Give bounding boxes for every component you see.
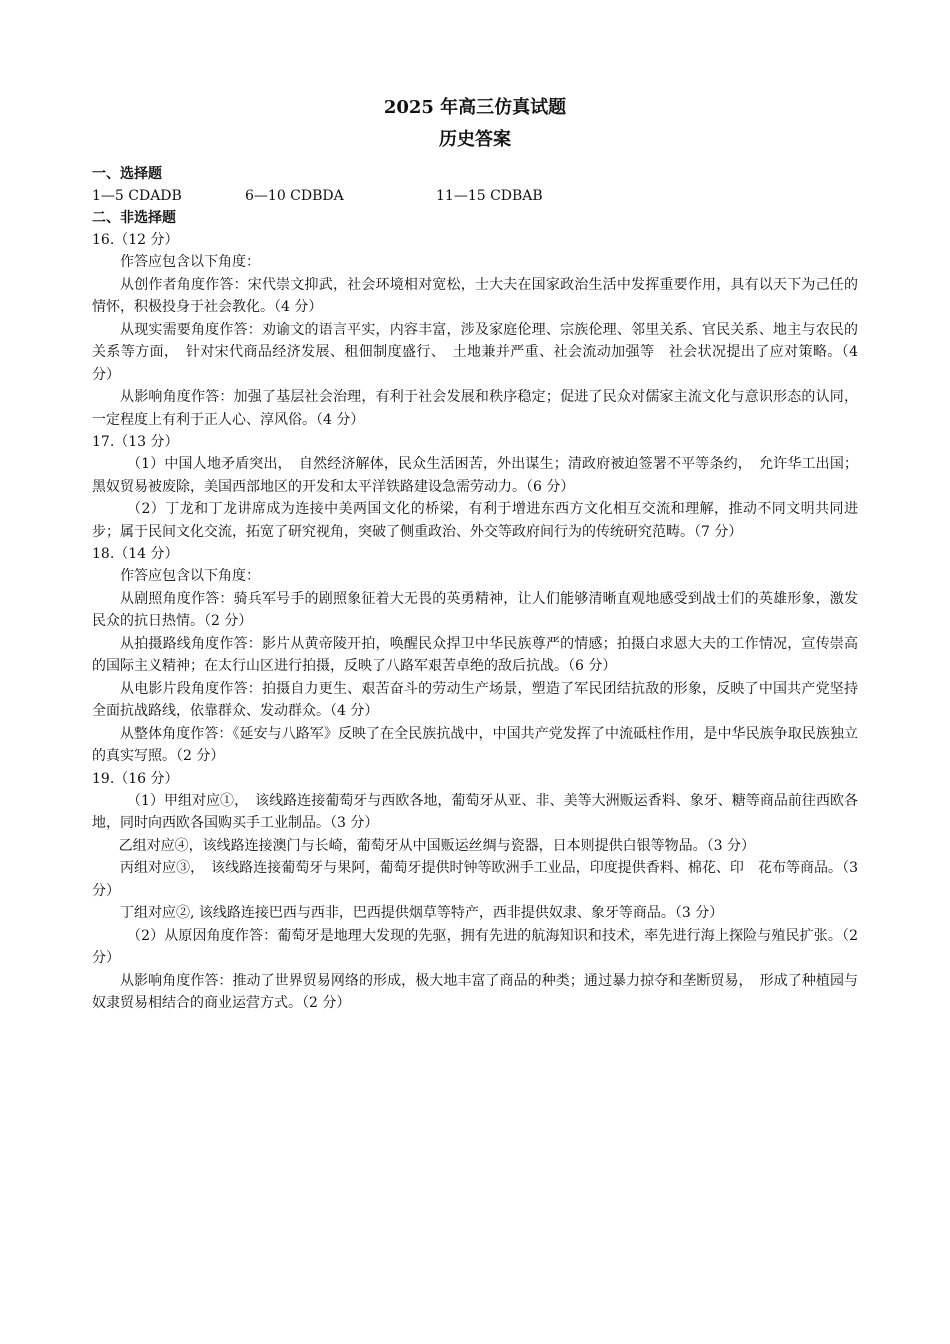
answer-paragraph: 从创作者角度作答：宋代崇文抑武，社会环境相对宽松，士大夫在国家政治生活中发挥重要作用，具有以天下为己任的情怀，积极投身于社会教化。（4 分） — [92, 276, 858, 315]
page-subtitle: 历史答案 — [439, 129, 511, 150]
question-header: 16.（12 分） — [92, 232, 179, 248]
answer-paragraph: 作答应包含以下角度： — [120, 254, 260, 270]
answer-paragraph: 丙组对应③， 该线路连接葡萄牙与果阿，葡萄牙提供时钟等欧洲手工业品，印度提供香料、棉花、印 花布等商品。（3 分） — [92, 860, 858, 899]
answer-paragraph: 丁组对应②, 该线路连接巴西与西非，巴西提供烟草等特产，西非提供奴隶、象牙等商品。（3 分） — [120, 905, 724, 921]
answer-paragraph: （1）甲组对应①， 该线路连接葡萄牙与西欧各地，葡萄牙从亚、非、美等大洲贩运香料、象牙、糖等商品前往西欧各地，同时向西欧各国购买手工业制品。（3 分） — [92, 792, 858, 831]
answer-paragraph: （1）中国人地矛盾突出， 自然经济解体，民众生活困苦，外出谋生；清政府被迫签署不平等条约， 允许华工出国；黑奴贸易被废除，美国西部地区的开发和太平洋铁路建设急需劳动力。（6 分） — [92, 456, 858, 495]
section-heading-nonchoice: 二、非选择题 — [92, 210, 176, 226]
answer-paragraph: （2）从原因角度作答：葡萄牙是地理大发现的先驱，拥有先进的航海知识和技术，率先进行海上探险与殖民扩张。（2 分） — [92, 927, 858, 966]
choice-answer-group: 11—15 CDBAB — [436, 188, 543, 204]
answer-paragraph: 从整体角度作答：《延安与八路军》反映了在全民族抗战中，中国共产党发挥了中流砥柱作用，是中华民族争取民族独立的真实写照。（2 分） — [92, 725, 858, 764]
choice-answer-group: 1—5 CDADB — [92, 188, 182, 204]
answer-paragraph: 从电影片段角度作答：拍摄自力更生、艰苦奋斗的劳动生产场景，塑造了军民团结抗敌的形象，反映了中国共产党坚持全面抗战路线，依靠群众、发动群众。（4 分） — [92, 680, 858, 719]
section-heading-choice: 一、选择题 — [92, 166, 162, 182]
choice-answer-group: 6—10 CDBDA — [245, 188, 344, 204]
answer-sheet — [92, 95, 858, 1015]
answer-paragraph: 乙组对应④，该线路连接澳门与长崎，葡萄牙从中国贩运丝绸与瓷器，日本则提供白银等物品。（3 分） — [118, 837, 755, 854]
choice-answers — [92, 185, 858, 207]
answer-paragraph: 从拍摄路线角度作答：影片从黄帝陵开拍，唤醒民众捍卫中华民族尊严的情感；拍摄白求恩大夫的工作情况，宣传崇高的国际主义精神；在太行山区进行拍摄，反映了八路军艰苦卓绝的敌后抗战。（6 分） — [92, 635, 858, 674]
question-header: 17.（13 分） — [92, 434, 179, 450]
answer-paragraph: 从影响角度作答：加强了基层社会治理，有利于社会发展和秩序稳定；促进了民众对儒家主流文化与意识形态的认同，一定程度上有利于正人心、淳风俗。（4 分） — [92, 389, 858, 428]
answer-paragraph: 从现实需要角度作答：劝谕文的语言平实，内容丰富，涉及家庭伦理、宗族伦理、邻里关系、官民关系、地主与农民的关系等方面， 针对宋代商品经济发展、租佃制度盛行、 土地兼并严重、社会流动加强等 社会状况提出了应对策略。（4 分） — [92, 321, 858, 383]
answer-paragraph: 作答应包含以下角度： — [120, 568, 260, 584]
answer-paragraph: 从影响角度作答：推动了世界贸易网络的形成，极大地丰富了商品的种类；通过暴力掠夺和垄断贸易， 形成了种植园与奴隶贸易相结合的商业运营方式。（2 分） — [92, 972, 858, 1011]
page-title: 2025 年高三仿真试题 — [383, 97, 567, 118]
answer-paragraph: 从剧照角度作答：骑兵军号手的剧照象征着大无畏的英勇精神，让人们能够清晰直观地感受到战士们的英雄形象，激发民众的抗日热情。（2 分） — [92, 590, 858, 629]
question-header: 19.（16 分） — [92, 770, 179, 787]
answer-paragraph: （2）丁龙和丁龙讲席成为连接中美两国文化的桥梁，有利于增进东西方文化相互交流和理解，推动不同文明共同进步；属于民间文化交流，拓宽了研究视角，突破了侧重政治、外交等政府间行为的传统研究范畴。（7 分） — [92, 501, 858, 540]
question-header: 18.（14 分） — [92, 546, 179, 562]
